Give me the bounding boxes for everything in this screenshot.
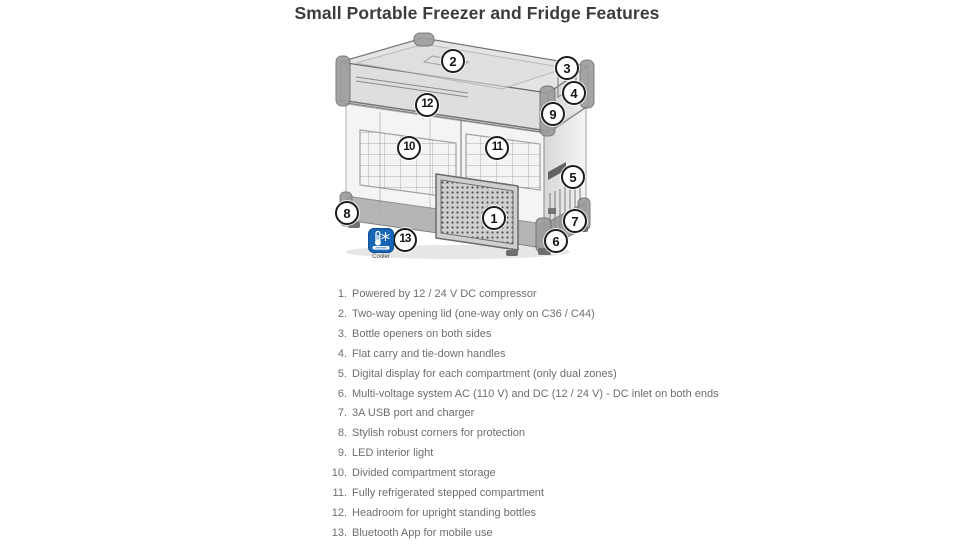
- feature-text: Divided compartment storage: [352, 467, 496, 480]
- feature-item-2: [322, 305, 719, 325]
- feature-text: Multi-voltage system AC (110 V) and DC (12 / 24 V) - DC inlet on both ends: [352, 387, 719, 400]
- feature-text: Two-way opening lid (one-way only on C36 / C44): [352, 307, 595, 320]
- app-icon-caption: Cooler: [372, 254, 390, 260]
- feature-item-6: [322, 385, 719, 405]
- feature-text: Flat carry and tie-down handles: [352, 347, 506, 360]
- feature-item-11: [322, 484, 719, 504]
- feature-item-7: [322, 404, 719, 424]
- feature-item-10: [322, 464, 719, 484]
- snowflake-icon: [382, 232, 390, 241]
- callout-8: 8: [335, 201, 359, 225]
- callout-9: 9: [541, 102, 565, 126]
- feature-item-9: [322, 444, 719, 464]
- feature-number: 7.: [337, 407, 347, 420]
- feature-number: 9.: [337, 447, 347, 460]
- callout-1: 1: [482, 206, 506, 230]
- feature-item-4: [322, 345, 719, 365]
- callout-12: 12: [415, 93, 439, 117]
- callout-6: 6: [544, 229, 568, 253]
- feature-text: Headroom for upright standing bottles: [352, 506, 537, 519]
- bluetooth-app-icon: [368, 228, 394, 260]
- feature-item-8: [322, 424, 719, 444]
- callout-11: 11: [485, 136, 509, 160]
- feature-number: 5.: [337, 367, 347, 380]
- feature-number: 13.: [331, 526, 347, 539]
- feature-number: 1.: [337, 288, 347, 300]
- feature-text: Fully refrigerated stepped compartment: [352, 487, 544, 500]
- feature-item-1: [322, 285, 719, 305]
- feature-number: 4.: [337, 347, 347, 360]
- feature-text: Powered by 12 / 24 V DC compressor: [352, 288, 537, 300]
- callout-5: 5: [561, 165, 585, 189]
- feature-number: 10.: [331, 467, 347, 480]
- callout-13: 13: [393, 228, 417, 252]
- feature-number: 3.: [337, 327, 347, 340]
- feature-number: 2.: [337, 307, 347, 320]
- feature-text: 3A USB port and charger: [352, 407, 475, 420]
- feature-item-3: [322, 325, 719, 345]
- callout-4: 4: [562, 81, 586, 105]
- page-title: Small Portable Freezer and Fridge Features: [294, 3, 660, 23]
- callout-10: 10: [397, 136, 421, 160]
- feature-item-12: [322, 504, 719, 524]
- feature-list: [322, 285, 719, 544]
- feature-text: Stylish robust corners for protection: [352, 427, 526, 440]
- feature-number: 8.: [337, 427, 347, 440]
- feature-text: Bluetooth App for mobile use: [352, 526, 493, 539]
- feature-number: 6.: [337, 387, 347, 400]
- app-icon-art: [368, 228, 394, 253]
- feature-text: Digital display for each compartment (only dual zones): [352, 367, 617, 380]
- callout-3: 3: [555, 56, 579, 80]
- thermometer-icon: [375, 232, 381, 246]
- feature-text: LED interior light: [352, 447, 434, 460]
- feature-item-13: [322, 524, 719, 544]
- callout-2: 2: [441, 49, 465, 73]
- feature-number: 11.: [332, 487, 347, 500]
- callout-7: 7: [563, 209, 587, 233]
- feature-text: Bottle openers on both sides: [352, 327, 492, 340]
- feature-number: 12.: [331, 506, 347, 519]
- feature-item-5: [322, 365, 719, 385]
